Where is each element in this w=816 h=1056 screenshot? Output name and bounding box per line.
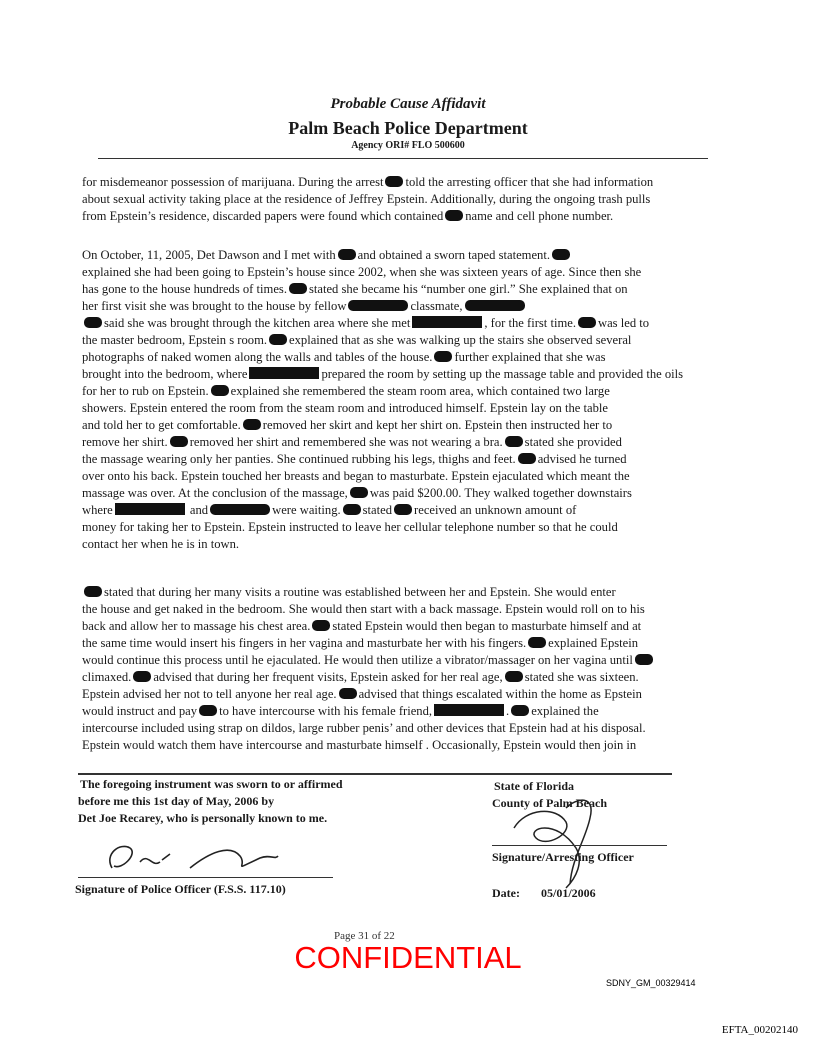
body-text-segment: and	[186, 503, 209, 517]
redaction-mark	[243, 419, 261, 430]
redaction-mark	[528, 637, 546, 648]
body-text-segment: where	[82, 503, 113, 517]
body-text-segment: explained she had been going to Epstein’s house since 2002, when she was sixteen years of age. Since then she	[82, 265, 642, 279]
body-line	[82, 383, 732, 400]
body-text-segment: prepared the room by setting up the massage table and provided the oils	[321, 367, 684, 381]
body-line	[82, 174, 732, 191]
body-line	[82, 264, 732, 281]
redaction-mark	[211, 385, 229, 396]
state-label: State of Florida	[494, 779, 574, 793]
body-text-segment: and obtained a sworn taped statement.	[357, 248, 550, 262]
redaction-mark	[170, 436, 188, 447]
body-line	[82, 584, 732, 601]
redaction-mark	[338, 249, 356, 260]
redaction-mark	[434, 704, 504, 716]
body-line	[82, 669, 732, 686]
body-line	[82, 737, 732, 754]
body-text-segment: Epstein advised her not to tell anyone her real age.	[82, 687, 337, 701]
body-text-segment: stated	[362, 503, 393, 517]
footer-rule	[78, 773, 672, 775]
redaction-mark	[84, 317, 102, 328]
arresting-officer-label: Signature/Arresting Officer	[492, 850, 634, 864]
body-text-segment: remove her shirt.	[82, 435, 168, 449]
body-text-segment: about sexual activity taking place at the residence of Jeffrey Epstein. Additionally, during the ongoing trash pulls	[82, 192, 651, 206]
body-text-segment: massage was over. At the conclusion of the massage,	[82, 486, 348, 500]
body-text-segment: has gone to the house hundreds of times.	[82, 282, 287, 296]
redaction-mark	[635, 654, 653, 665]
redaction-mark	[210, 504, 270, 515]
redaction-mark	[578, 317, 596, 328]
confidential-stamp: CONFIDENTIAL	[294, 940, 522, 975]
body-line	[82, 434, 732, 451]
body-text-segment: the same time would insert his fingers in her vagina and masturbate her with his fingers.	[82, 636, 527, 650]
body-text-segment: explained she remembered the steam room area, which contained two large	[230, 384, 610, 398]
body-line	[82, 485, 732, 502]
body-line	[82, 635, 732, 652]
redaction-mark	[445, 210, 463, 221]
redaction-mark	[505, 436, 523, 447]
body-text-segment: .	[506, 704, 510, 718]
body-text-segment: further explained that she was	[454, 350, 606, 364]
sworn-statement-line-2	[78, 793, 274, 809]
body-line	[82, 686, 732, 703]
body-text-segment: would instruct and pay	[82, 704, 198, 718]
redaction-mark	[312, 620, 330, 631]
body-line	[82, 298, 732, 315]
redaction-mark	[511, 705, 529, 716]
body-line	[82, 451, 732, 468]
body-text-segment: climaxed.	[82, 670, 132, 684]
redaction-mark	[199, 705, 217, 716]
body-text-segment: advised he turned	[537, 452, 627, 466]
body-text-segment: over onto his back. Epstein touched her breasts and began to masturbate. Epstein ejaculated which meant the	[82, 469, 630, 483]
body-text-segment: was paid $200.00. They walked together downstairs	[369, 486, 632, 500]
body-text-segment: contact her when he is in town.	[82, 537, 240, 551]
body-text-segment: the master bedroom, Epstein s room.	[82, 333, 268, 347]
body-line	[82, 502, 732, 519]
agency-ori: Agency ORI# FLO 500600	[351, 140, 465, 151]
body-text-segment: for misdemeanor possession of marijuana. During the arrest	[82, 175, 384, 189]
body-line	[82, 400, 732, 417]
sworn-statement-line-1: The foregoing instrument was sworn to or affirmed	[80, 777, 343, 791]
body-text-segment: from Epstein’s residence, discarded papers were found which contained	[82, 209, 444, 223]
body-text-segment: brought into the bedroom, where	[82, 367, 248, 381]
page-number: Page 31 of 22	[334, 930, 395, 942]
redaction-mark	[552, 249, 570, 260]
officer-signature-label: Signature of Police Officer (F.S.S. 117.10)	[75, 882, 286, 896]
body-text-segment: classmate,	[410, 299, 463, 313]
body-line	[82, 349, 732, 366]
officer-signature-scrawl	[100, 832, 300, 882]
body-text-segment: explained the	[531, 704, 599, 718]
sworn-date-text: before me this 1st day of May, 2006 by	[78, 794, 275, 808]
body-text-segment: name and cell phone number.	[465, 209, 614, 223]
redaction-mark	[343, 504, 361, 515]
body-text-segment: and told her to get comfortable.	[82, 418, 241, 432]
body-text-segment: stated she was sixteen.	[524, 670, 639, 684]
body-line	[82, 652, 732, 669]
affidavit-title: Probable Cause Affidavit	[330, 96, 486, 112]
body-text-segment: On October, 11, 2005, Det Dawson and I met with	[82, 248, 336, 262]
redaction-mark	[412, 316, 482, 328]
body-text-segment: photographs of naked women along the walls and tables of the house.	[82, 350, 433, 364]
body-text-segment: Epstein would watch them have intercourse and masturbate himself . Occasionally, Epstein would then join in	[82, 738, 637, 752]
body-line	[82, 191, 732, 208]
body-text-segment: to have intercourse with his female friend,	[219, 704, 433, 718]
body-line	[82, 417, 732, 434]
sworn-statement-line-3: Det Joe Recarey, who is personally known to me.	[78, 811, 328, 825]
body-text-segment: explained Epstein	[548, 636, 639, 650]
redaction-mark	[465, 300, 525, 311]
redaction-mark	[348, 300, 408, 311]
body-text-segment: would continue this process until he ejaculated. He would then utilize a vibrator/massager on her vagina until	[82, 653, 633, 667]
arresting-signature-scrawl	[506, 788, 626, 898]
body-line	[82, 208, 732, 225]
body-line	[82, 332, 732, 349]
body-text-segment: received an unknown amount of	[414, 503, 577, 517]
body-text-segment: told the arresting officer that she had information	[405, 175, 654, 189]
redaction-mark	[115, 503, 185, 515]
body-text-segment: money for taking her to Epstein. Epstein instructed to leave her cellular telephone number so that he could	[82, 520, 618, 534]
redaction-mark	[84, 586, 102, 597]
body-text-segment: removed her shirt and remembered she was not wearing a bra.	[189, 435, 503, 449]
body-line	[82, 315, 732, 332]
redaction-mark	[133, 671, 151, 682]
efta-number: EFTA_00202140	[721, 1024, 798, 1036]
body-text-segment: stated Epstein would then began to masturbate himself and at	[332, 619, 642, 633]
county-label: County of Palm Beach	[492, 796, 607, 810]
body-text-segment: showers. Epstein entered the room from the steam room and introduced himself. Epstein lay on the table	[82, 401, 608, 415]
body-line	[82, 366, 732, 383]
date-field	[492, 885, 596, 901]
body-text-segment: removed her skirt and kept her shirt on. Epstein then instructed her to	[262, 418, 613, 432]
bates-number: SDNY_GM_00329414	[606, 978, 696, 988]
body-text-segment: stated she became his “number one girl.” She explained that on	[308, 282, 628, 296]
header-rule	[98, 158, 708, 159]
body-text-segment: intercourse included using strap on dildos, large rubber penis’ and other devices that Epstein had at his disposal.	[82, 721, 646, 735]
officer-signature-line	[78, 877, 333, 878]
date-value: 05/01/2006	[540, 886, 596, 900]
body-text-segment: advised that things escalated within the home as Epstein	[358, 687, 642, 701]
body-text-segment: back and allow her to massage his chest area.	[82, 619, 311, 633]
body-line	[82, 519, 732, 536]
body-line	[82, 536, 732, 553]
body-line	[82, 720, 732, 737]
redaction-mark	[339, 688, 357, 699]
body-text-segment: was led to	[598, 316, 650, 330]
body-line	[82, 703, 732, 720]
body-text-segment: stated that during her many visits a routine was established between her and Epstein. She would enter	[104, 585, 616, 599]
redaction-mark	[350, 487, 368, 498]
body-text-segment: her first visit she was brought to the house by fellow	[82, 299, 347, 313]
body-text-segment: the massage wearing only her panties. She continued rubbing his legs, thighs and feet.	[82, 452, 516, 466]
body-line	[82, 618, 732, 635]
department-name: Palm Beach Police Department	[288, 118, 528, 138]
arresting-signature-line	[492, 845, 667, 846]
date-label: Date:	[492, 886, 520, 900]
body-text-segment: , for the first time.	[484, 316, 576, 330]
body-text-segment: the house and get naked in the bedroom. She would then start with a back massage. Epstein would roll on to his	[82, 602, 645, 616]
body-text-segment: said she was brought through the kitchen area where she met	[104, 316, 411, 330]
redaction-mark	[394, 504, 412, 515]
redaction-mark	[518, 453, 536, 464]
redaction-mark	[434, 351, 452, 362]
body-line	[82, 281, 732, 298]
redaction-mark	[289, 283, 307, 294]
redaction-mark	[269, 334, 287, 345]
body-text-segment: were waiting.	[272, 503, 341, 517]
body-text-segment: stated she provided	[524, 435, 622, 449]
redaction-mark	[249, 367, 319, 379]
body-line	[82, 601, 732, 618]
body-text-segment: for her to rub on Epstein.	[82, 384, 209, 398]
body-text-segment: explained that as she was walking up the stairs she observed several	[289, 333, 632, 347]
body-text-segment: advised that during her frequent visits, Epstein asked for her real age,	[153, 670, 503, 684]
body-line	[82, 468, 732, 485]
redaction-mark	[505, 671, 523, 682]
body-line	[82, 247, 732, 264]
redaction-mark	[385, 176, 403, 187]
